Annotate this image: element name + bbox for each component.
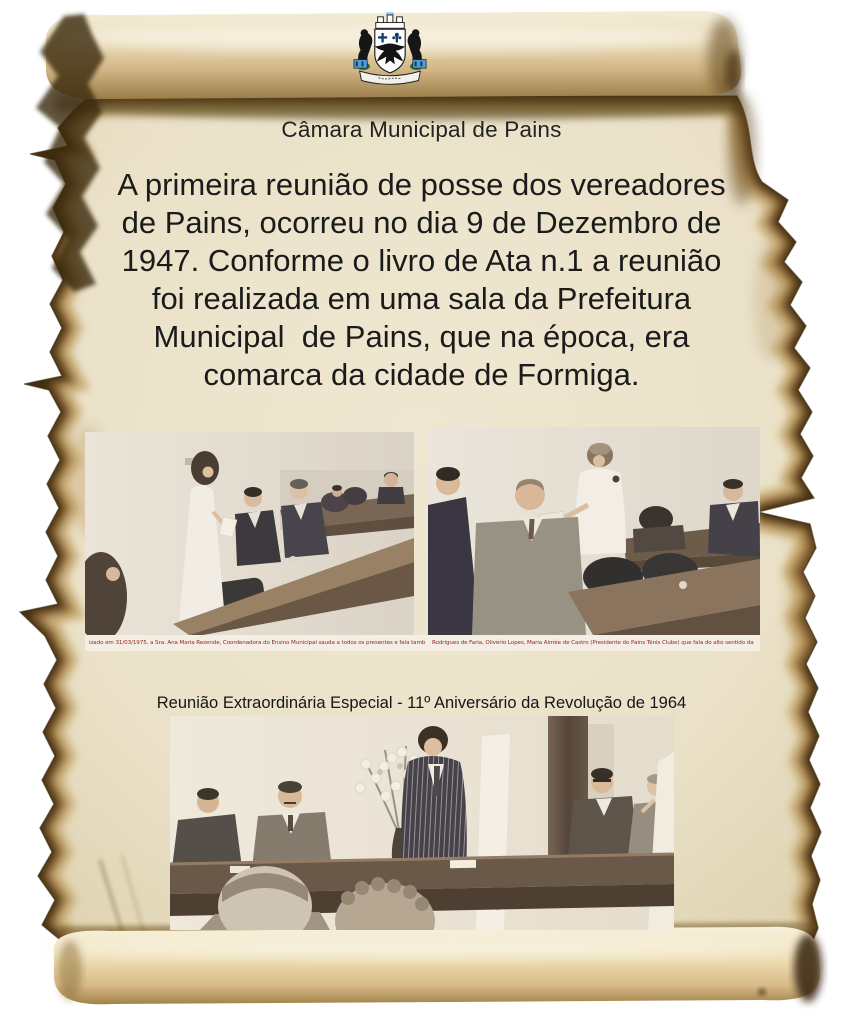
photo-right-caption: Rodrigues de Faria, Olivério Lopes, Maria Aimée de Castro (Presidente do Pains Tênis Clube) que fala do alto sentido da [428, 635, 760, 651]
paragraph-line: 1947. Conforme o livro de Ata n.1 a reunião [121, 243, 722, 278]
section-caption: Reunião Extraordinária Especial - 11º Aniversário da Revolução de 1964 [156, 694, 687, 712]
photo-1964-anniversary [170, 716, 674, 930]
pains-coat-of-arms-icon [352, 10, 428, 94]
page-title: Câmara Municipal de Pains [281, 117, 562, 142]
paragraph-line: de Pains, ocorreu no dia 9 de Dezembro de [121, 205, 722, 240]
paragraph-line: A primeira reunião de posse dos vereadores [117, 167, 726, 202]
photo-session-right [428, 427, 760, 651]
history-paragraph [0, 166, 843, 394]
photo-1975-session-left [85, 432, 429, 651]
photo-bottom-image [170, 716, 674, 930]
paragraph-line: foi realizada em uma sala da Prefeitura [151, 281, 692, 316]
photo-right-image [428, 427, 760, 635]
paragraph-line: Municipal de Pains, que na época, era [153, 319, 690, 354]
photo-left-image [85, 432, 414, 635]
mural-crown [376, 15, 405, 28]
photo-left-caption: izado em 31/03/1975, a Sra. Ana Maria Rezende, Coordenadora do Ensino Municipal sauda a todos os presentes e fala tamb [85, 635, 429, 651]
paragraph-line: comarca da cidade de Formiga. [203, 357, 640, 392]
